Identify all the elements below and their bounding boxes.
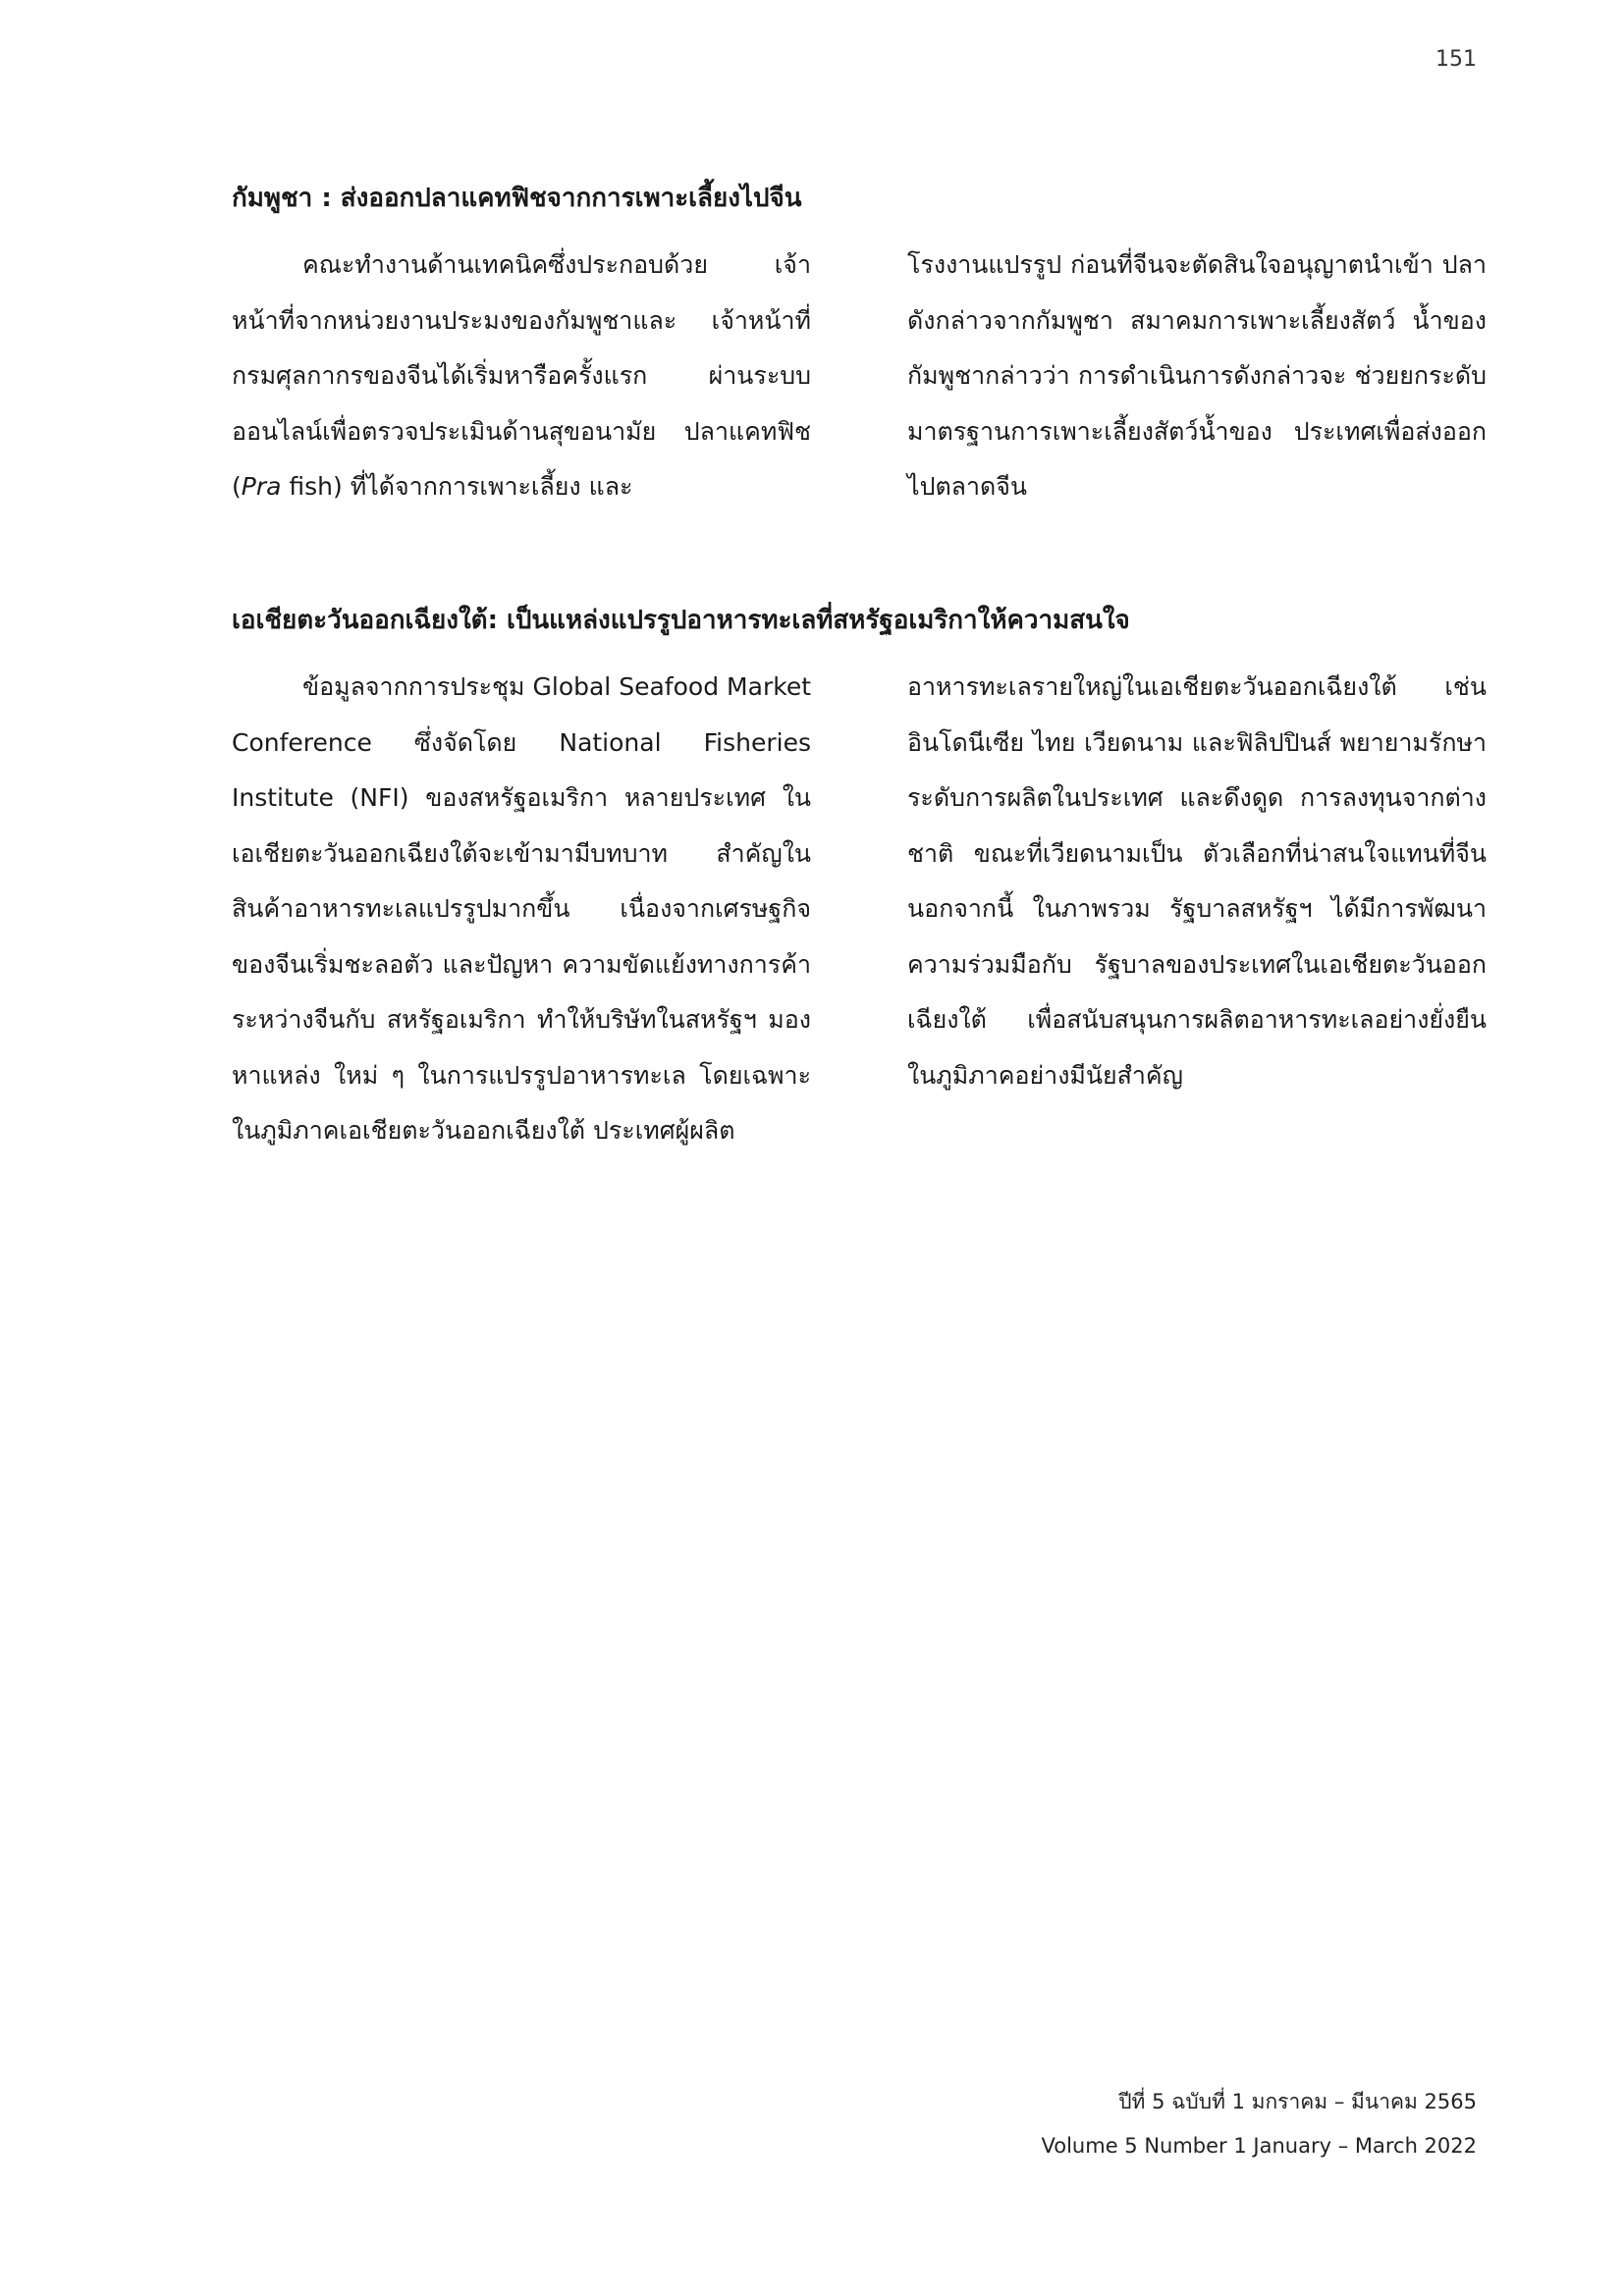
two-column-body [232, 660, 1487, 1159]
right-column [907, 238, 1487, 515]
left-column [232, 238, 811, 515]
page-footer [1042, 2080, 1477, 2168]
section-southeast-asia [232, 601, 1487, 1159]
paragraph-text: fish) ที่ได้จากการเพาะเลี้ยง และ [281, 472, 633, 501]
right-column [907, 660, 1487, 1159]
footer-english-issue: Volume 5 Number 1 January – March 2022 [1041, 2134, 1477, 2158]
page-number: 151 [1435, 47, 1477, 72]
paragraph: ข้อมูลจากการประชุม Global Seafood Market Conference ซึ่งจัดโดย National Fisheries Institute (NFI) ของสหรัฐอเมริกา หลายประเทศ ในเอเชียตะวันออกเฉียงใต้จะเข้ามามีบทบาท สำคัญในสินค้าอาหารทะเลแปรรูปมากขึ้น เนื่องจากเศรษฐกิจของจีนเริ่มชะลอตัว และปัญหา ความขัดแย้งทางการค้าระหว่างจีนกับ สหรัฐอเมริกา ทำให้บริษัทในสหรัฐฯ มองหาแหล่ง ใหม่ ๆ ในการแปรรูปอาหารทะเล โดยเฉพาะ ในภูมิภาคเอเชียตะวันออกเฉียงใต้ ประเทศผู้ผลิต [232, 672, 811, 1145]
footer-thai-issue: ปีที่ 5 ฉบับที่ 1 มกราคม – มีนาคม 2565 [1118, 2090, 1477, 2113]
two-column-body [232, 238, 1487, 515]
section-cambodia [232, 179, 1487, 515]
left-column [232, 660, 811, 1159]
paragraph-text: คณะทำงานด้านเทคนิคซึ่งประกอบด้วย เจ้าหน้าที่จากหน่วยงานประมงของกัมพูชาและ เจ้าหน้าที่กรมศุลกากรของจีนได้เริ่มหารือครั้งแรก ผ่านระบบออนไลน์เพื่อตรวจประเมินด้านสุขอนามัย ปลาแคทฟิช ( [232, 250, 811, 501]
paragraph [232, 238, 811, 515]
italic-text: Pra [241, 472, 282, 501]
section-heading: เอเชียตะวันออกเฉียงใต้: เป็นแหล่งแปรรูปอาหารทะเลที่สหรัฐอเมริกาให้ความสนใจ [232, 606, 1130, 635]
paragraph: โรงงานแปรรูป ก่อนที่จีนจะตัดสินใจอนุญาตนำเข้า ปลาดังกล่าวจากกัมพูชา สมาคมการเพาะเลี้ยงสัตว์ น้ำของกัมพูชากล่าวว่า การดำเนินการดังกล่าวจะ ช่วยยกระดับมาตรฐานการเพาะเลี้ยงสัตว์น้ำของ ประเทศเพื่อส่งออกไปตลาดจีน [907, 250, 1487, 501]
paragraph: อาหารทะเลรายใหญ่ในเอเชียตะวันออกเฉียงใต้ เช่น อินโดนีเซีย ไทย เวียดนาม และฟิลิปปินส์ พยายามรักษาระดับการผลิตในประเทศ และดึงดูด การลงทุนจากต่างชาติ ขณะที่เวียดนามเป็น ตัวเลือกที่น่าสนใจแทนที่จีน นอกจากนี้ ในภาพรวม รัฐบาลสหรัฐฯ ได้มีการพัฒนาความร่วมมือกับ รัฐบาลของประเทศในเอเชียตะวันออกเฉียงใต้ เพื่อสนับสนุนการผลิตอาหารทะเลอย่างยั่งยืน ในภูมิภาคอย่างมีนัยสำคัญ [907, 672, 1487, 1090]
section-heading: กัมพูชา : ส่งออกปลาแคทฟิชจากการเพาะเลี้ยงไปจีน [232, 184, 802, 213]
